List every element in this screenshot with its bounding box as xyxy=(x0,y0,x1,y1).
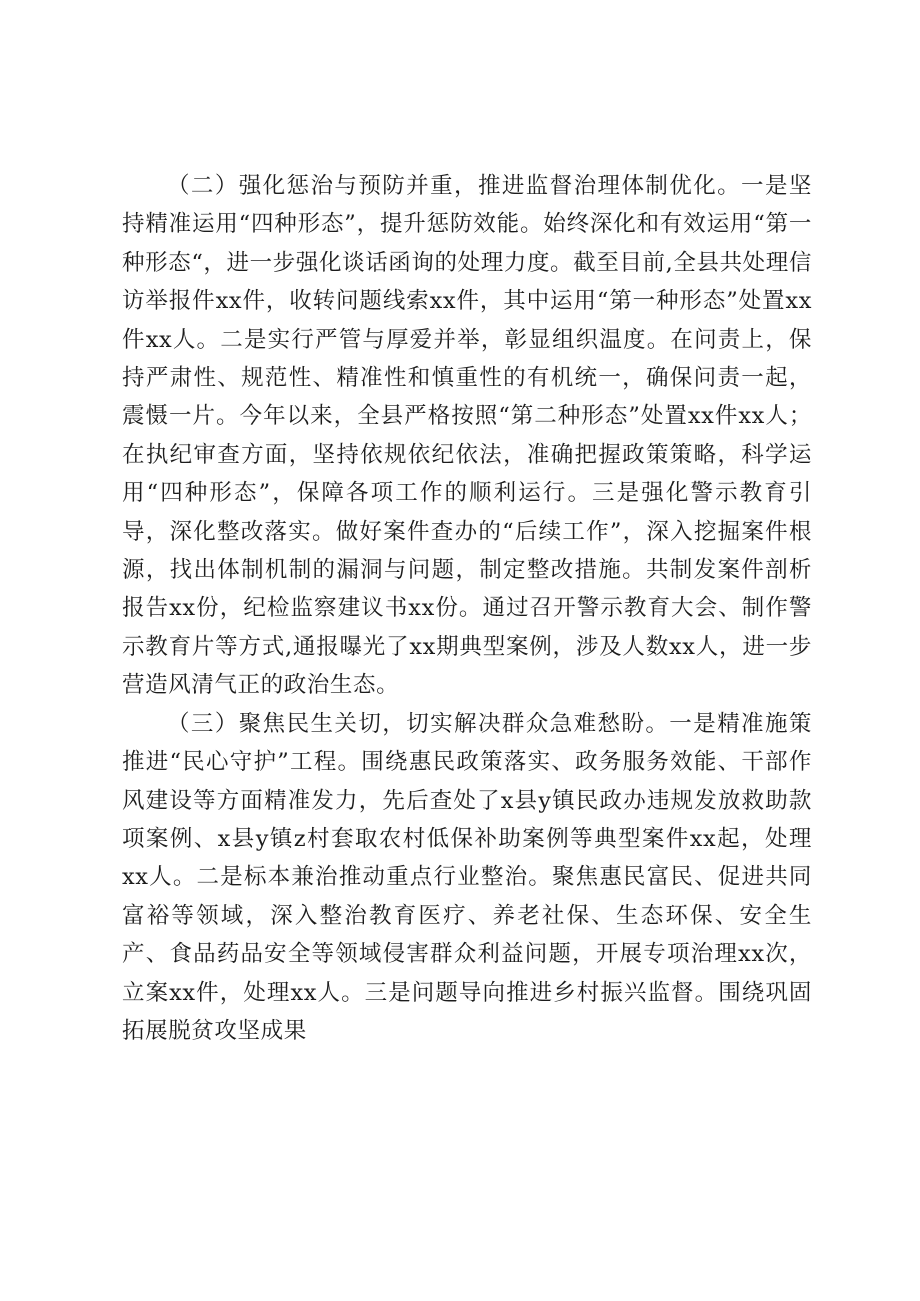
document-body xyxy=(122,167,812,1050)
paragraph-section-3: （三）聚焦民生关切，切实解决群众急难愁盼。一是精准施策推进“民心守护”工程。围绕惠民政策落实、政务服务效能、干部作风建设等方面精准发力，先后查处了x县y镇民政办违规发放救助款项案例、x县y镇z村套取农村低保补助案例等典型案件xx起，处理xx人。二是标本兼治推动重点行业整治。聚焦惠民富民、促进共同富裕等领域，深入整治教育医疗、养老社保、生态环保、安全生产、食品药品安全等领域侵害群众利益问题，开展专项治理xx次，立案xx件，处理xx人。三是问题导向推进乡村振兴监督。围绕巩固拓展脱贫攻坚成果 xyxy=(122,710,812,1044)
paragraph-section-2: （二）强化惩治与预防并重，推进监督治理体制优化。一是坚持精准运用“四种形态”，提升惩防效能。始终深化和有效运用“第一种形态“，进一步强化谈话函询的处理力度。截至目前,全县共处理信访举报件xx件，收转问题线索xx件，其中运用“第一种形态”处置xx件xx人。二是实行严管与厚爱并举，彰显组织温度。在问责上，保持严肃性、规范性、精准性和慎重性的有机统一，确保问责一起，震慑一片。今年以来，全县严格按照“第二种形态”处置xx件xx人；在执纪审查方面，坚持依规依纪依法，准确把握政策策略，科学运用“四种形态”，保障各项工作的顺利运行。三是强化警示教育引导，深化整改落实。做好案件查办的“后续工作”，深入挖掘案件根源，找出体制机制的漏洞与问题，制定整改措施。共制发案件剖析报告xx份，纪检监察建议书xx份。通过召开警示教育大会、制作警示教育片等方式,通报曝光了xx期典型案例，涉及人数xx人，进一步营造风清气正的政治生态。 xyxy=(122,173,812,699)
